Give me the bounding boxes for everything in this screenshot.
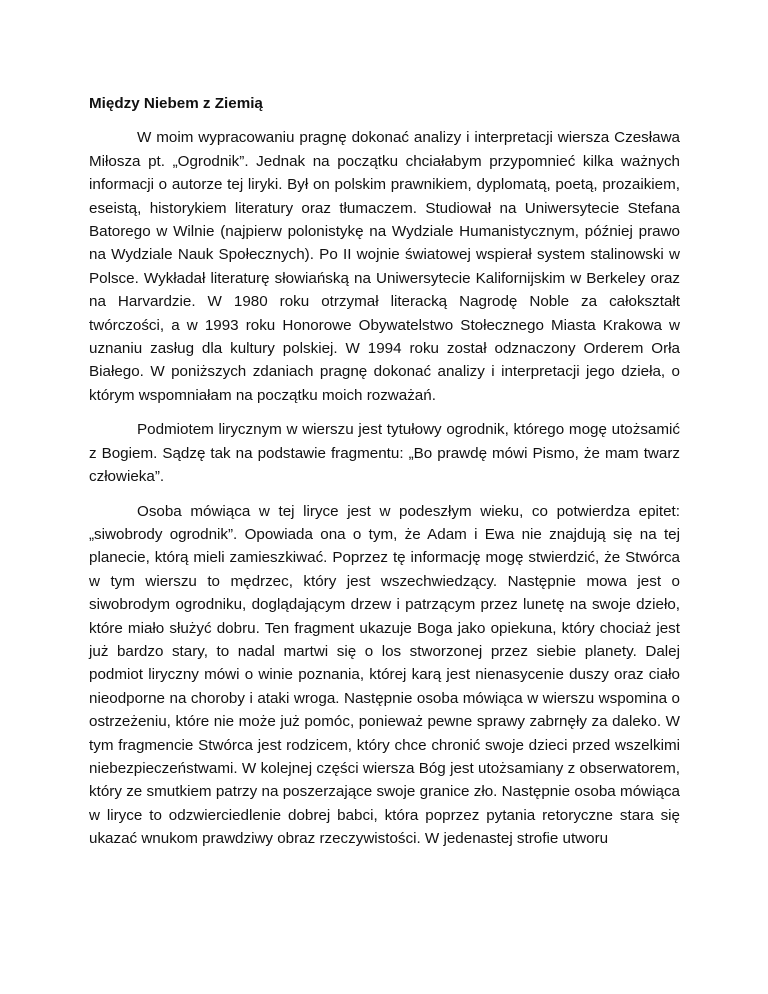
- document-body: [89, 92, 680, 862]
- paragraph-analysis: Osoba mówiąca w tej liryce jest w podeszłym wieku, co potwierdza epitet: „siwobrody ogrodnik”. Opowiada ona o tym, że Adam i Ewa nie znajdują się na tej planecie, którą mieli zamieszkiwać. Poprzez tę informację mogę stwierdzić, że Stwórca w tym wierszu to mędrzec, który jest wszechwiedzący. Następnie mowa jest o siwobrodym ogrodniku, doglądającym drzew i patrzącym przez lunetę na swoje dzieło, które miało służyć dobru. Ten fragment ukazuje Boga jako opiekuna, który chociaż jest już bardzo stary, to nadal martwi się o los stworzonej przez siebie planety. Dalej podmiot liryczny mówi o winie poznania, której karą jest nienasycenie duszy oraz ciało nieodporne na choroby i ataki wroga. Następnie osoba mówiąca w wierszu wspomina o ostrzeżeniu, które nie może już pomóc, ponieważ pewne sprawy zabrnęły za daleko. W tym fragmencie Stwórca jest rodzicem, który chce chronić swoje dzieci przed wszelkimi niebezpieczeństwami. W kolejnej części wiersza Bóg jest utożsamiany z obserwatorem, który ze smutkiem patrzy na poszerzające swoje granice zło. Następnie osoba mówiąca w liryce to odzwierciedlenie dobrej babci, która poprzez pytania retoryczne stara się ukazać wnukom prawdziwy obraz rzeczywistości. W jedenastej strofie utworu: [89, 502, 680, 848]
- document-title: Między Niebem z Ziemią: [89, 95, 263, 112]
- paragraph-author-intro: W moim wypracowaniu pragnę dokonać analizy i interpretacji wiersza Czesława Miłosza pt. „Ogrodnik”. Jednak na początku chciałabym przypomnieć kilka ważnych informacji o autorze tej liryki. Był on polskim prawnikiem, dyplomatą, poetą, prozaikiem, eseistą, historykiem literatury oraz tłumaczem. Studiował na Uniwersytecie Stefana Batorego w Wilnie (najpierw polonistykę na Wydziale Humanistycznym, później prawo na Wydziale Nauk Społecznych). Po II wojnie światowej wspierał system stalinowski w Polsce. Wykładał literaturę słowiańską na Uniwersytecie Kalifornijskim w Berkeley oraz na Harvardzie. W 1980 roku otrzymał literacką Nagrodę Noble za całokształt twórczości, a w 1993 roku Honorowe Obywatelstwo Stołecznego Miasta Krakowa w uznaniu zasług dla kultury polskiej. W 1994 roku został odznaczony Orderem Orła Białego. W poniższych zdaniach pragnę dokonać analizy i interpretacji jego dzieła, o którym wspomniałam na początku moich rozważań.: [89, 129, 680, 404]
- paragraph-lyrical-subject: Podmiotem lirycznym w wierszu jest tytułowy ogrodnik, którego mogę utożsamić z Bogiem. Sądzę tak na podstawie fragmentu: „Bo prawdę mówi Pismo, że mam twarz człowieka”.: [89, 421, 680, 486]
